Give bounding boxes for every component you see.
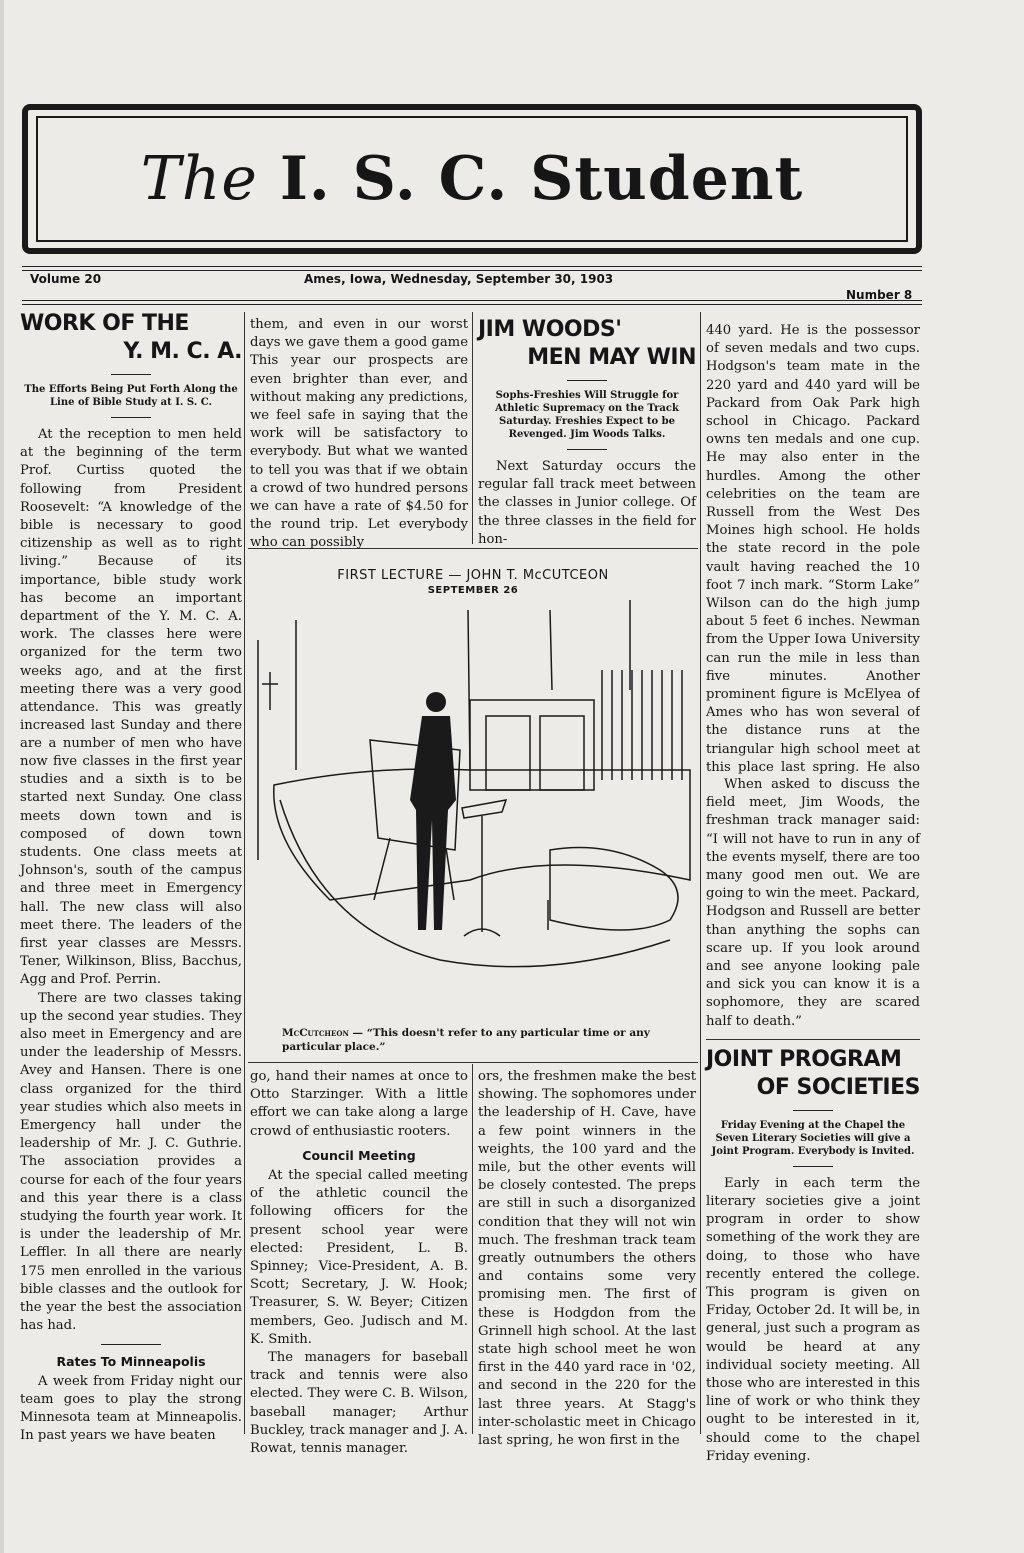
- cartoon-date: SEPTEMBER 26: [427, 585, 519, 596]
- woods-subhead: Sophs-Freshies Will Struggle for Athletic Supremacy on the Track Saturday. Freshies Expect to be Revenged. Jim Woods Talks.: [495, 390, 679, 440]
- column-divider-1: [244, 312, 245, 1434]
- woods-paragraph-3: 440 yard. He is the possessor of seven medals and two cups. Hodgson's team mate in the 220 yard and 440 yard will be Packard from Oak Park high school in Chicago. Packard owns ten medals and one cup. He may also enter in the hurdles. Among the other celebrities on the team are Russell from the West Des Moines high school. He holds the state record in the pole vault having reached the 10 foot 7 inch mark. “Storm Lake” Wilson can do the high jump about 5 feet 6 inches. Newman from the Upper Iowa University can run the mile in less than five minutes. Another prominent figure is McElyea of Ames who has won several of the distance runs at the triangular high school meet at this place last spring. He also: [706, 323, 920, 775]
- joint-divider-2: [793, 1166, 833, 1167]
- masthead-title: [36, 116, 908, 242]
- woods-paragraph-4: When asked to discuss the field meet, Jim Woods, the freshman track manager said: “I will not have to run in any of the events myself, there are too many good men out. We are going to win the meet. Packard, Hodgson and Russell are better than anything the sophs can scare up. If you look around and see anyone looking pale and sick you can know it is a sophomore, they are scared half to death.”: [706, 777, 920, 1029]
- column-divider-2-bottom: [472, 1064, 473, 1434]
- volume-label: Volume 20: [30, 272, 102, 286]
- ymca-headline-2: Y. M. C. A.: [123, 339, 242, 364]
- rates-headline: Rates To Minneapolis: [56, 1353, 206, 1369]
- caption-name: McCutcheon: [282, 1027, 349, 1039]
- woods-divider: [567, 380, 607, 381]
- woods-headline-1: JIM WOODS': [478, 317, 622, 342]
- column-3-top: [478, 316, 696, 549]
- woods-paragraph-2: ors, the freshmen make the best showing. The sophomores under the leadership of H. Cave, have a few point winners in the weights, the 100 yard and the mile, but the other events will be closely contested. The preps are still in such a disorganized condition that they will not win much. The freshman track team greatly outnumbers the others and contains some very promising men. The first of these is Hodgdon from the Grinnell high school. At the last state high school meet he won first in the 440 yard race in '02, and second in the 220 for the last three years. At Stagg's inter-scholastic meet in Chicago last spring, he won first in the: [478, 1069, 696, 1449]
- ymca-divider: [111, 374, 151, 375]
- cartoon-caption: [282, 1026, 682, 1054]
- council-paragraph-2: The managers for baseball track and tennis were also elected. They were C. B. Wilson, baseball manager; Arthur Buckley, track manager and J. A. Rowat, tennis manager.: [250, 1350, 468, 1457]
- joint-top-rule: [706, 1039, 920, 1040]
- cartoon-title-text: FIRST LECTURE — JOHN T. McCUTCEON: [337, 568, 609, 583]
- masthead-the: The: [140, 144, 258, 214]
- column-4: [706, 322, 920, 1466]
- masthead-name: I. S. C. Student: [279, 144, 804, 214]
- caption-text: — “This doesn't refer to any particular time or any particular place.”: [282, 1027, 650, 1053]
- ymca-divider-2: [111, 417, 151, 418]
- date-label: Ames, Iowa, Wednesday, September 30, 1903: [304, 272, 614, 286]
- cartoon-bottom-rule: [248, 1062, 698, 1063]
- cartoon-title: [248, 568, 698, 598]
- dateline-bottom-rule-2: [22, 304, 922, 305]
- joint-headline-1: JOINT PROGRAM: [706, 1046, 902, 1072]
- rates-paragraph: A week from Friday night our team goes to play the strong Minnesota team at Minneapolis. In past years we have beaten: [20, 1373, 242, 1444]
- column-divider-2-top: [472, 312, 473, 544]
- column-divider-3: [700, 312, 701, 1434]
- joint-subhead: Friday Evening at the Chapel the Seven Literary Societies will give a Joint Program. Everybody is Invited.: [711, 1119, 915, 1157]
- column-3-bottom: [478, 1068, 696, 1450]
- dateline-bottom-rule: [22, 300, 922, 301]
- woods-paragraph-1: Next Saturday occurs the regular fall track meet between the classes in Junior college. Of the three classes in the field for hon-: [478, 459, 696, 547]
- dateline-top-rule: [22, 266, 922, 267]
- ymca-paragraph-1: At the reception to men held at the beginning of the term Prof. Curtiss quoted the following from President Roosevelt: “A knowledge of the bible is necessary to good citizenship as well as to right living.” Because of its importance, bible study work has become an important department of the Y. M. C. A. work. The classes here were organized for the term two weeks ago, and at the first meeting there was a very good attendance. This was greatly increased last Sunday and there are a number of men who have: [20, 427, 242, 752]
- column-2-bottom: [250, 1068, 468, 1458]
- joint-paragraph: Early in each term the literary societies give a joint program in order to show something of the work they are doing, to those who have recently entered the college. This program is given on Friday, October 2d. It will be, in general, just such a program as would be heard at any individual society meeting. All those who are interested in this line of work or who think they ought to be interested in it, should come to the chapel Friday evening.: [706, 1175, 920, 1464]
- ymca-paragraph-3: There are two classes taking up the second year studies. They also meet in Emergency and are under the leadership of Messrs. Avey and Hansen. There is one class organized for the third year studies which also meets in Emergency hall under the leadership of Mr. J. C. Guthrie. The association provides a course for each of the four years and this year there is a class studying the fourth year work. It is under the leadership of Mr. Leffler. In all there are nearly 175 men enrolled in the various bible classes and the outlook for the year the best the association has had.: [20, 990, 242, 1334]
- rates-continued-2: go, hand their names at once to Otto Starzinger. With a little effort we can take along a large crowd of enthusiastic rooters.: [250, 1069, 468, 1139]
- joint-divider: [793, 1110, 833, 1111]
- column-2-top: [250, 316, 468, 553]
- speaker-head: [426, 692, 446, 712]
- cartoon-illustration: [250, 600, 696, 1020]
- council-headline: Council Meeting: [302, 1147, 416, 1163]
- rates-continued: them, and even in our worst days we gave them a good game This year our prospects are even brighter than ever, and without making any predictions, we feel safe in saying that the work will be satisfactory to everybody. But what we wanted to tell you was that if we obtain a crowd of two hundred persons we can have a rate of $4.50 for the round trip. Let everybody who can possibly: [250, 317, 468, 551]
- ymca-subhead: The Efforts Being Put Forth Along the Line of Bible Study at I. S. C.: [24, 384, 238, 408]
- dateline-top-rule-2: [22, 270, 922, 271]
- column-1: [20, 310, 242, 1446]
- ymca-paragraph-2: now five classes in the first year studies and a sixth is to be started next Sunday. One class meets down town and is composed of down town students. One class meets at Johnson's, south of the campus and three meet in Emergency hall. The new class will also meet there. The leaders of the first year classes are Messrs. Tener, Wilkinson, Bliss, Bacchus, Agg and Prof. Perrin.: [20, 754, 242, 988]
- woods-headline-2: MEN MAY WIN: [527, 345, 696, 370]
- ymca-headline-1: WORK OF THE: [20, 311, 189, 336]
- woods-divider-2: [567, 449, 607, 450]
- council-paragraph-1: At the special called meeting of the athletic council the following officers for the present school year were elected: President, L. B. Spinney; Vice-President, A. B. Scott; Secretary, J. W. Hook; Treasurer, S. W. Beyer; Citizen members, Geo. Judisch and M. K. Smith.: [250, 1168, 468, 1347]
- joint-headline-2: OF SOCIETIES: [756, 1074, 920, 1100]
- number-label: Number 8: [846, 288, 913, 302]
- rates-divider: [101, 1344, 161, 1345]
